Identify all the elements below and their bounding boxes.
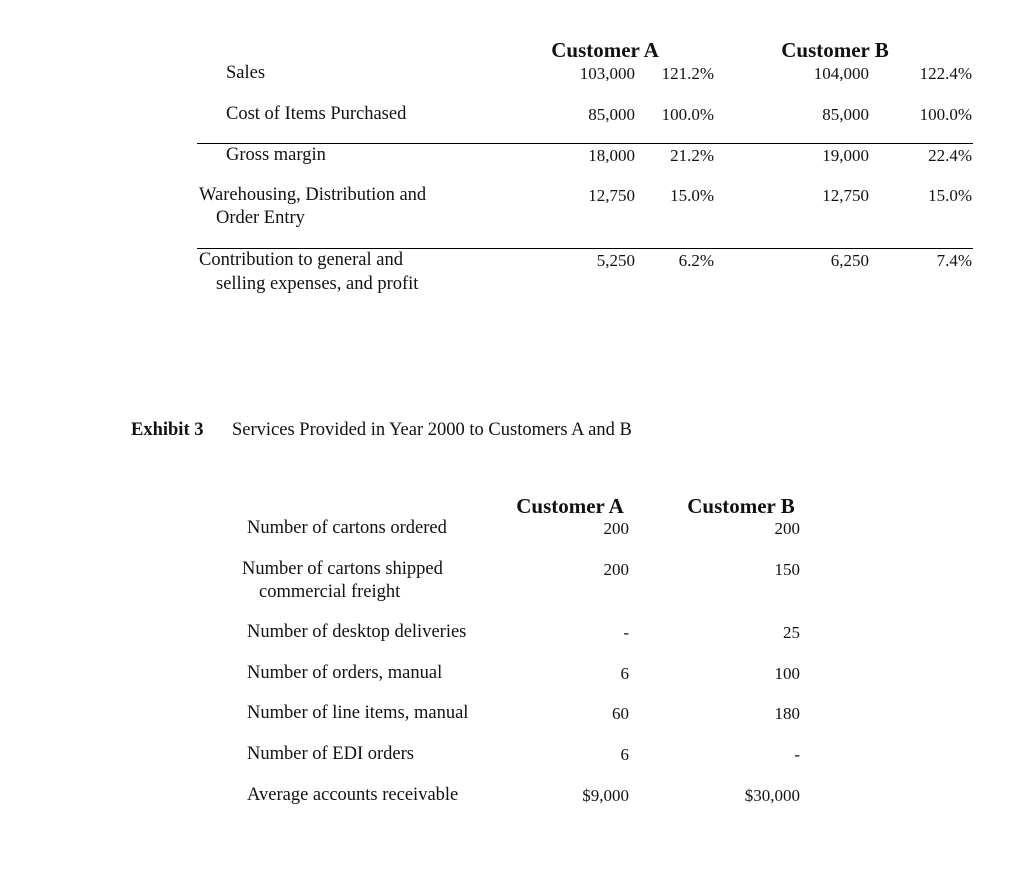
exhibit-title: Services Provided in Year 2000 to Customers A and B	[232, 420, 632, 440]
table2-cell-b: 25	[783, 623, 800, 642]
table2-cell-a: -	[623, 623, 629, 642]
table1-cell-a: 18,000	[588, 146, 635, 165]
table1-row-label: Warehousing, Distribution and	[199, 185, 427, 205]
table2-cell-a: 60	[612, 704, 629, 723]
table2-row-label: Number of EDI orders	[247, 744, 414, 764]
table1-cell-b-pct: 7.4%	[936, 251, 972, 270]
table2-cell-b: 180	[774, 704, 800, 723]
table2-cell-a: 6	[620, 664, 629, 683]
table1-cell-b-pct: 15.0%	[928, 186, 972, 205]
table1-cell-a: 103,000	[579, 64, 635, 83]
table2-cell-b: 200	[774, 519, 800, 538]
exhibit-number: Exhibit 3	[131, 420, 204, 440]
table1-row-label: Cost of Items Purchased	[226, 104, 407, 124]
table2-cell-a: 200	[603, 519, 629, 538]
table1-header-customer-b: Customer B	[781, 38, 889, 62]
table1-cell-b: 6,250	[830, 251, 869, 270]
table1-cell-b: 104,000	[813, 64, 869, 83]
table1-cell-a: 12,750	[588, 186, 635, 205]
table1-cell-a-pct: 100.0%	[661, 105, 714, 124]
table1-row-label-cont: selling expenses, and profit	[216, 274, 419, 294]
table1-cell-a-pct: 15.0%	[670, 186, 714, 205]
table2-row-label: Average accounts receivable	[247, 785, 459, 805]
table1-cell-b-pct: 100.0%	[919, 105, 972, 124]
table2-row-label: Number of cartons shipped	[242, 559, 443, 579]
table2-row-label: Number of line items, manual	[247, 703, 469, 723]
table2-row-label: Number of orders, manual	[247, 663, 443, 683]
table2-header-customer-a: Customer A	[516, 494, 624, 518]
table2-row-label-cont: commercial freight	[259, 582, 401, 602]
table2-cell-a: $9,000	[582, 786, 629, 805]
table1-cell-b-pct: 122.4%	[919, 64, 972, 83]
table2-cell-a: 6	[620, 745, 629, 764]
table1-divider	[197, 143, 973, 144]
table1-row-label: Sales	[226, 63, 266, 83]
table1-cell-b: 12,750	[822, 186, 869, 205]
table1-cell-a-pct: 21.2%	[670, 146, 714, 165]
table1-cell-a: 5,250	[596, 251, 635, 270]
table1-row-label-cont: Order Entry	[216, 208, 305, 228]
table1-cell-b: 85,000	[822, 105, 869, 124]
table2-row-label: Number of desktop deliveries	[247, 622, 467, 642]
table1-cell-a: 85,000	[588, 105, 635, 124]
table2-cell-b: -	[794, 745, 800, 764]
table2-cell-b: 100	[774, 664, 800, 683]
table1-cell-a-pct: 6.2%	[678, 251, 714, 270]
table1-header-customer-a: Customer A	[551, 38, 659, 62]
table1-row-label: Gross margin	[226, 145, 326, 165]
table1-cell-b-pct: 22.4%	[928, 146, 972, 165]
table2-cell-a: 200	[603, 560, 629, 579]
table1-row-label: Contribution to general and	[199, 250, 403, 270]
table2-row-label: Number of cartons ordered	[247, 518, 447, 538]
table2-cell-b: 150	[774, 560, 800, 579]
table2-cell-b: $30,000	[744, 786, 800, 805]
table1-cell-b: 19,000	[822, 146, 869, 165]
table2-header-customer-b: Customer B	[687, 494, 795, 518]
table1-divider	[197, 248, 973, 249]
table1-cell-a-pct: 121.2%	[661, 64, 714, 83]
